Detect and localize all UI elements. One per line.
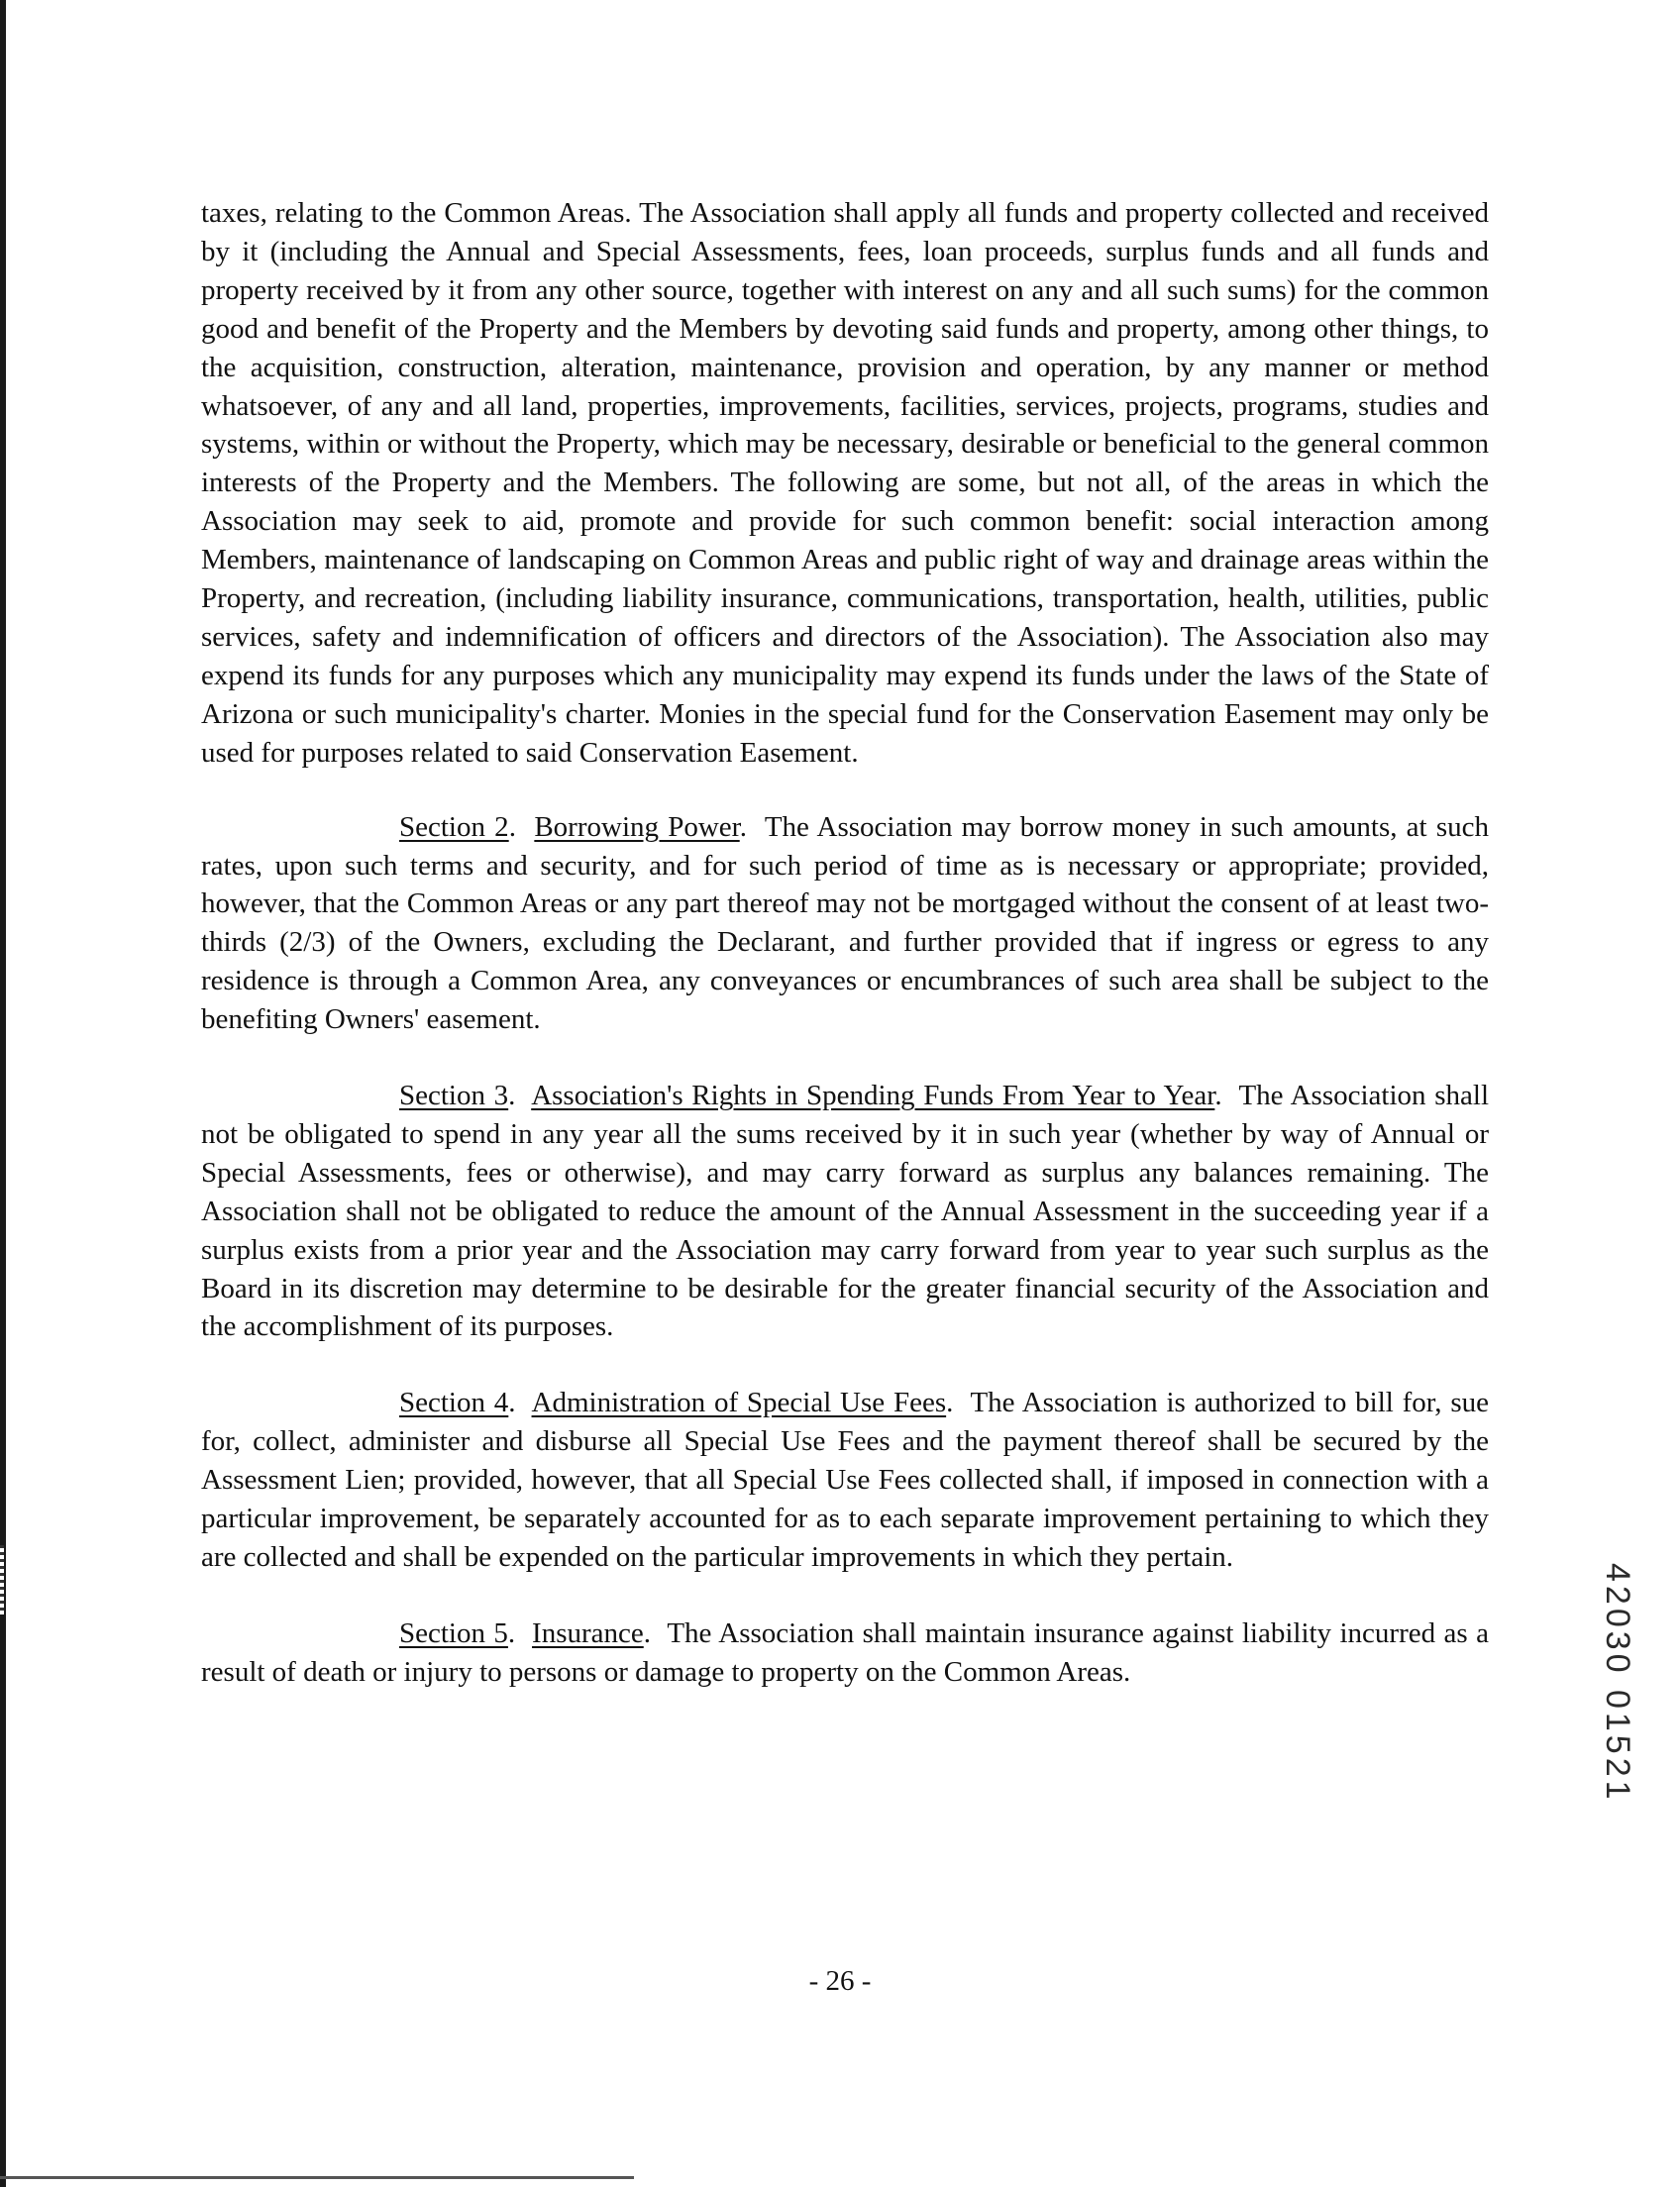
section-body: The Association shall maintain insurance against liability incurred as a result of death or injury to persons or damage to property on the Common Areas.	[201, 1616, 1489, 1688]
section-number: Section 5	[399, 1616, 508, 1649]
scan-edge-marks	[0, 1545, 4, 1614]
section-title: Borrowing Power	[534, 810, 740, 843]
scan-left-edge	[0, 0, 6, 2187]
section-title: Association's Rights in Spending Funds From Year to Year	[531, 1080, 1215, 1112]
continuation-paragraph: taxes, relating to the Common Areas. The Association shall apply all funds and property collected and received by it (including the Annual and Special Assessments, fees, loan proceeds, surplus funds and all funds and property received by it from any other source, together with interest on any and all such sums) for the common good and benefit of the Property and the Members by devoting said funds and property, among other things, to the acquisition, construction, alteration, maintenance, provision and operation, by any manner or method whatsoever, of any and all land, properties, improvements, facilities, services, projects, programs, studies and systems, within or without the Property, which may be necessary, desirable or beneficial to the general common interests of the Property and the Members. The following are some, but not all, of the areas in which the Association may seek to aid, promote and provide for such common benefit: social interaction among Members, maintenance of landscaping on Common Areas and public right of way and drainage areas within the Property, and recreation, (including liability insurance, communications, transportation, health, utilities, public services, safety and indemnification of officers and directors of the Association). The Association also may expend its funds for any purposes which any municipality may expend its funds under the laws of the State of Arizona or such municipality's charter. Monies in the special fund for the Conservation Easement may only be used for purposes related to said Conservation Easement.	[201, 197, 1489, 769]
recording-stamp: 42030 01521	[1599, 1563, 1636, 1804]
section-title: Administration of Special Use Fees	[531, 1387, 947, 1419]
section-number: Section 4	[399, 1387, 509, 1419]
section-number: Section 2	[399, 810, 509, 843]
section-title: Insurance	[532, 1616, 644, 1649]
section-body: The Association shall not be obligated to spend in any year all the sums received by it in such year (whether by way of Annual or Special Assessments, fees or otherwise), and may carry forward as surplus any balances remaining. The Association shall not be obligated to reduce the amount of the Annual Assessment in the succeeding year if a surplus exists from a prior year and the Association may carry forward from year to year such surplus as the Board in its discretion may determine to be desirable for the greater financial security of the Association and the accomplishment of its purposes.	[201, 1080, 1489, 1343]
section-body: The Association is authorized to bill for, sue for, collect, administer and disburse all Special Use Fees and the payment thereof shall be secured by the Assessment Lien; provided, however, that all Special Use Fees collected shall, if imposed in connection with a particular improvement, be separately accounted for as to each separate improvement pertaining to which they are collected and shall be expended on the particular improvements in which they pertain.	[201, 1387, 1489, 1573]
section-4: Section 4. Administration of Special Use Fees. The Association is authorized to bill for, sue for, collect, administer and disburse all Special Use Fees and the payment thereof shall be secured by the Assessment Lien; provided, however, that all Special Use Fees collected shall, if imposed in connection with a particular improvement, be separately accounted for as to each separate improvement pertaining to which they are collected and shall be expended on the particular improvements in which they pertain.	[201, 1387, 1489, 1573]
scan-bottom-edge	[0, 2176, 634, 2179]
section-2: Section 2. Borrowing Power. The Association may borrow money in such amounts, at such rates, upon such terms and security, and for such period of time as is necessary or appropriate; provided, however, that the Common Areas or any part thereof may not be mortgaged without the consent of at least two-thirds (2/3) of the Owners, excluding the Declarant, and further provided that if ingress or egress to any residence is through a Common Area, any conveyances or encumbrances of such area shall be subject to the benefiting Owners' easement.	[201, 810, 1489, 1036]
page-number: - 26 -	[808, 1965, 872, 1997]
section-5: Section 5. Insurance. The Association shall maintain insurance against liability incurred as a result of death or injury to persons or damage to property on the Common Areas.	[201, 1616, 1489, 1688]
section-number: Section 3	[399, 1080, 509, 1112]
section-3: Section 3. Association's Rights in Spending Funds From Year to Year. The Association shall not be obligated to spend in any year all the sums received by it in such year (whether by way of Annual or Special Assessments, fees or otherwise), and may carry forward as surplus any balances remaining. The Association shall not be obligated to reduce the amount of the Annual Assessment in the succeeding year if a surplus exists from a prior year and the Association may carry forward from year to year such surplus as the Board in its discretion may determine to be desirable for the greater financial security of the Association and the accomplishment of its purposes.	[201, 1080, 1489, 1343]
document-page	[201, 194, 1489, 1729]
section-body: The Association may borrow money in such amounts, at such rates, upon such terms and security, and for such period of time as is necessary or appropriate; provided, however, that the Common Areas or any part thereof may not be mortgaged without the consent of at least two-thirds (2/3) of the Owners, excluding the Declarant, and further provided that if ingress or egress to any residence is through a Common Area, any conveyances or encumbrances of such area shall be subject to the benefiting Owners' easement.	[201, 810, 1489, 1036]
